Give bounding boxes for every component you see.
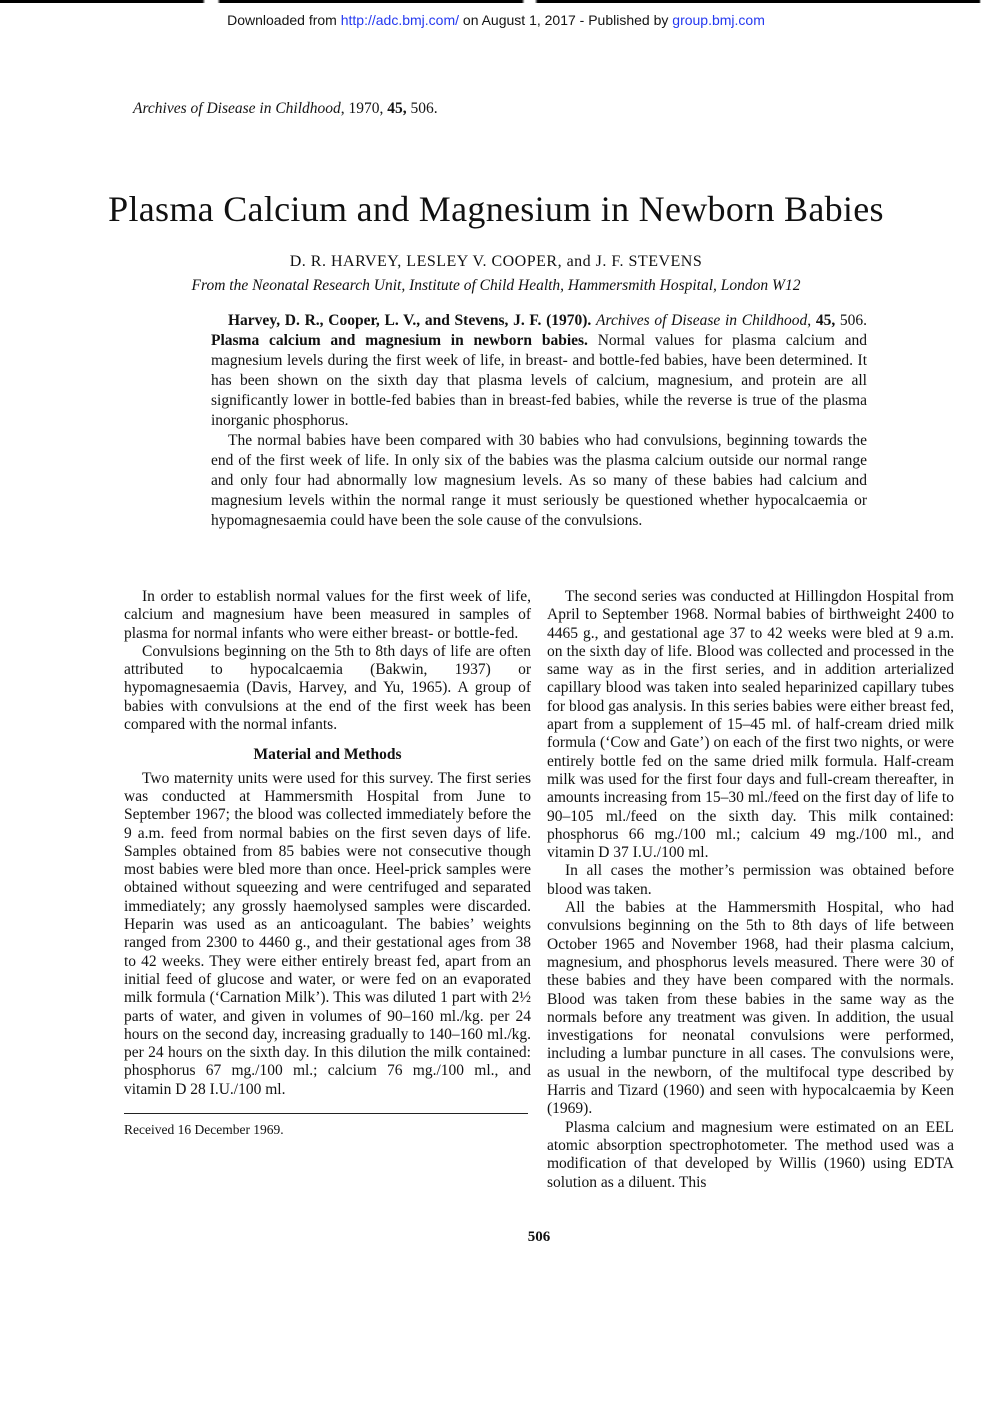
body-paragraph-convulsions: All the babies at the Hammersmith Hospital, who had convulsions beginning on the 5th to 8th days of life between October 1965 and November 1968, had their plasma calcium, magnesium, and phosphorus levels measured. There were 30 of these babies and they have been compared with the normals. Blood was taken from these babies in the same way as the normals before any treatment was given. In addition, the usual investigations for neonatal convulsions were performed, including a lumbar puncture in all cases. The convulsions were, as usual in the newborn, of the multifocal type described by Harris and Tizard (1960) and seen with hypocalcaemia by Keen (1969). — [547, 899, 954, 1118]
received-footnote — [124, 1113, 528, 1139]
right-column — [547, 588, 954, 1192]
abstract-journal-name: Archives of Disease in Childhood — [596, 312, 808, 329]
body-paragraph-spectrophotometer: Plasma calcium and magnesium were estimated on an EEL atomic absorption spectrophotometer. The method used was a modification of that developed by Willis (1960) using EDTA solution as a diluent. This — [547, 1118, 954, 1191]
banner-link-adc-bmj[interactable]: http://adc.bmj.com/ — [340, 12, 460, 28]
body-paragraph-intro-1: In order to establish normal values for the first week of life, calcium and magnesium have been measured in samples of plasma for normal infants who were either breast- or bottle-fed. — [124, 588, 531, 642]
abstract-paragraph-2: The normal babies have been compared with 30 babies who had convulsions, beginning towards the end of the first week of life. In only six of the babies was the plasma calcium outside our normal range and only four had abnormally low magnesium levels. As so many of these babies had calcium and magnesium levels within the normal range it must seriously be questioned whether hypocalcaemia or hypomagnesaemia could have been the sole cause of the convulsions. — [211, 432, 867, 529]
authors-line: D. R. HARVEY, LESLEY V. COOPER, and J. F. STEVENS — [289, 253, 703, 270]
abstract-paragraph-1 — [211, 311, 867, 431]
abstract-block — [211, 311, 867, 531]
section-heading-material-and-methods: Material and Methods — [253, 746, 402, 764]
affiliation-line: From the Neonatal Research Unit, Institute of Child Health, Hammersmith Hospital, London W12 — [191, 277, 801, 294]
body-paragraph-permission: In all cases the mother’s permission was obtained before blood was taken. — [547, 862, 954, 898]
article-title: Plasma Calcium and Magnesium in Newborn Babies — [108, 189, 884, 229]
body-columns — [124, 588, 954, 1192]
abstract-body-text: Normal values for plasma calcium and magnesium levels during the first week of life, in breast- and bottle-fed babies, have been determined. It has been shown on the sixth day that plasma levels of calcium, magnesium, and protein are all significantly lower in bottle-fed babies than in breast-fed babies, while the reverse is true of the plasma inorganic phosphorus. — [211, 332, 867, 429]
abstract-volume: 45, — [815, 312, 836, 329]
page-number: 506 — [527, 1229, 551, 1245]
banner-prefix: Downloaded from — [227, 12, 341, 28]
abstract-page-ref: 506. — [835, 312, 868, 329]
download-banner — [0, 12, 992, 29]
banner-middle: on August 1, 2017 - Published by — [459, 12, 673, 28]
journal-name: Archives of Disease in Childhood — [133, 100, 341, 117]
abstract-article-title: Plasma calcium and magnesium in newborn babies. — [211, 332, 588, 349]
footnote-rule — [124, 1113, 528, 1114]
abstract-journal-sep: , — [807, 312, 816, 329]
banner-link-group-bmj[interactable]: group.bmj.com — [672, 12, 765, 28]
abstract-citation: Harvey, D. R., Cooper, L. V., and Stevens, J. F. (1970). — [228, 312, 592, 329]
body-paragraph-methods-1: Two maternity units were used for this survey. The first series was conducted at Hammersmith Hospital from June to September 1967; the blood was collected immediately before the 9 a.m. feed from normal babies on the first seven days of life. Samples obtained from 85 babies were not consecutive though most babies were bled more than once. Heel-prick samples were obtained without squeezing and were centrifuged and separated immediately; any grossly haemolysed samples were discarded. Heparin was used as an anticoagulant. The babies’ weights ranged from 2300 to 4460 g., and their gestational ages from 38 to 42 weeks. They were either entirely breast fed, apart from an initial feed of glucose and water, or were fed on an evaporated milk formula (‘Carnation Milk’). This was diluted 1 part with 2½ parts of water, and given in volumes of 90–160 ml./kg. per 24 hours on the second day, increasing gradually to 140–160 ml./kg. per 24 hours on the sixth day. In this dilution the milk contained: phosphorus 67 mg./100 ml.; calcium 76 mg./100 ml., and vitamin D 28 I.U./100 ml. — [124, 769, 531, 1098]
received-date: Received 16 December 1969. — [124, 1122, 284, 1138]
journal-ref-page: 506. — [406, 100, 438, 117]
body-paragraph-second-series: The second series was conducted at Hillingdon Hospital from April to September 1968. Normal babies of birthweight 2400 to 4465 g., and gestational age 37 to 42 weeks were bled at 9 a.m. on the sixth day of life. Blood was collected and processed in the same way as in the first series, and in addition arterialized capillary blood was taken into sealed heparinized capillary tubes for blood gas analysis. In this series babies were either breast fed, apart from a supplement of 15–45 ml. of half-cream dried milk formula (‘Cow and Gate’) on each of the first two nights, or were entirely bottle fed on the same dried milk formula. Half-cream milk was used for the first four days and full-cream thereafter, in amounts increasing from 15–30 ml./feed on the first day of life to 90–105 ml./feed on the sixth day. This milk contained: phosphorus 66 mg./100 ml.; calcium 49 mg./100 ml., and vitamin D 37 I.U./100 ml. — [547, 588, 954, 862]
scan-artifact-line — [0, 0, 992, 3]
left-column — [124, 588, 531, 1192]
journal-ref-volume: 45, — [387, 100, 407, 117]
body-paragraph-intro-2: Convulsions beginning on the 5th to 8th days of life are often attributed to hypocalcaemia (Bakwin, 1937) or hypomagnesaemia (Davis, Harvey, and Yu, 1965). A group of babies with convulsions at the end of the first week has been compared with the normal infants. — [124, 642, 531, 734]
journal-ref-year: , 1970, — [340, 100, 388, 117]
journal-reference — [133, 100, 438, 118]
